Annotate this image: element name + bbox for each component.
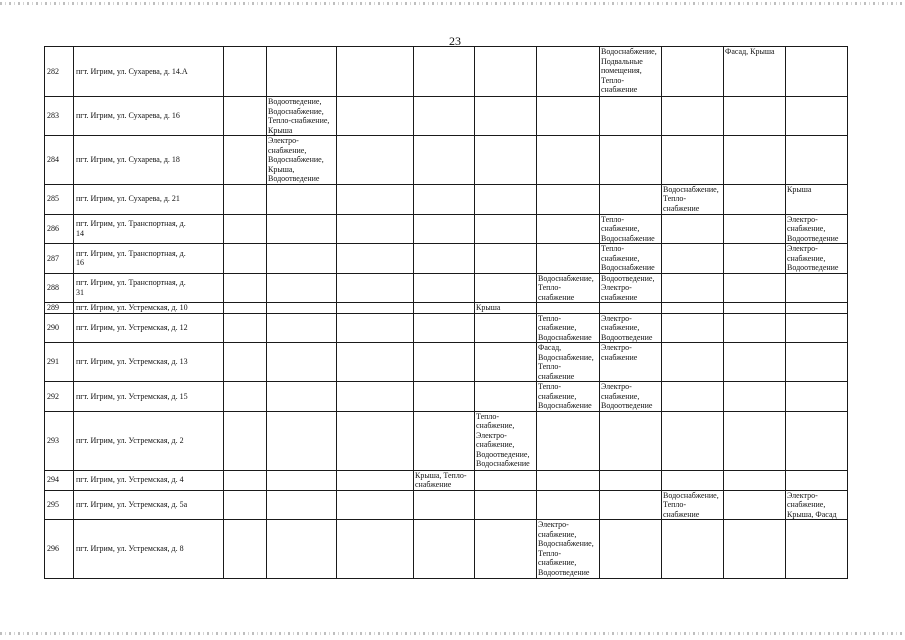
work-cell bbox=[537, 47, 600, 97]
work-cell bbox=[267, 343, 337, 382]
row-number: 291 bbox=[45, 343, 74, 382]
work-cell bbox=[600, 136, 662, 185]
work-cell bbox=[475, 47, 537, 97]
work-cell bbox=[267, 273, 337, 303]
work-cell bbox=[337, 136, 414, 185]
row-number: 288 bbox=[45, 273, 74, 303]
work-cell bbox=[475, 97, 537, 136]
work-cell bbox=[414, 382, 475, 412]
work-cell bbox=[537, 214, 600, 244]
row-number: 282 bbox=[45, 47, 74, 97]
work-cell bbox=[600, 520, 662, 579]
work-cell bbox=[337, 470, 414, 490]
work-cell bbox=[414, 520, 475, 579]
table-row bbox=[45, 382, 848, 412]
row-number: 283 bbox=[45, 97, 74, 136]
work-cell: Электро- снабжение, Водоотведение bbox=[786, 244, 848, 274]
work-cell bbox=[475, 136, 537, 185]
row-address: пгт. Игрим, ул. Сухарева, д. 16 bbox=[74, 97, 224, 136]
work-cell: Водоотведение, Электро- снабжение bbox=[600, 273, 662, 303]
row-number: 296 bbox=[45, 520, 74, 579]
row-number: 289 bbox=[45, 303, 74, 314]
work-cell bbox=[475, 490, 537, 520]
table-row bbox=[45, 214, 848, 244]
work-cell bbox=[600, 490, 662, 520]
work-cell bbox=[224, 470, 267, 490]
work-cell bbox=[337, 214, 414, 244]
work-cell bbox=[724, 214, 786, 244]
row-number: 286 bbox=[45, 214, 74, 244]
work-cell bbox=[724, 382, 786, 412]
work-cell: Тепло- снабжение, Водоснабжение bbox=[537, 313, 600, 343]
work-cell bbox=[786, 273, 848, 303]
work-cell bbox=[662, 47, 724, 97]
row-address: пгт. Игрим, ул. Устремская, д. 4 bbox=[74, 470, 224, 490]
work-cell bbox=[786, 313, 848, 343]
work-cell bbox=[267, 303, 337, 314]
table-row bbox=[45, 273, 848, 303]
table-row bbox=[45, 47, 848, 97]
work-cell bbox=[337, 382, 414, 412]
row-number: 293 bbox=[45, 411, 74, 470]
work-cell bbox=[724, 343, 786, 382]
work-cell bbox=[414, 184, 475, 214]
work-cell bbox=[224, 97, 267, 136]
work-cell bbox=[724, 520, 786, 579]
row-address: пгт. Игрим, ул. Сухарева, д. 14.А bbox=[74, 47, 224, 97]
work-cell bbox=[724, 184, 786, 214]
page-number: 23 bbox=[449, 34, 461, 48]
work-cell bbox=[414, 313, 475, 343]
work-cell bbox=[267, 411, 337, 470]
work-cell bbox=[537, 136, 600, 185]
row-number: 287 bbox=[45, 244, 74, 274]
work-cell bbox=[337, 490, 414, 520]
row-number: 290 bbox=[45, 313, 74, 343]
work-cell bbox=[724, 411, 786, 470]
work-cell bbox=[786, 97, 848, 136]
row-address: пгт. Игрим, ул. Устремская, д. 12 bbox=[74, 313, 224, 343]
work-cell bbox=[267, 313, 337, 343]
work-cell: Электро- снабжение, Водоснабжение, Крыша, Водоотведение bbox=[267, 136, 337, 185]
work-cell: Фасад, Крыша bbox=[724, 47, 786, 97]
row-address: пгт. Игрим, ул. Устремская, д. 2 bbox=[74, 411, 224, 470]
work-cell bbox=[337, 244, 414, 274]
work-cell bbox=[337, 313, 414, 343]
work-cell bbox=[224, 303, 267, 314]
row-number: 292 bbox=[45, 382, 74, 412]
work-cell bbox=[724, 97, 786, 136]
work-cell bbox=[724, 470, 786, 490]
work-cell bbox=[475, 184, 537, 214]
work-cell bbox=[414, 244, 475, 274]
work-cell bbox=[786, 520, 848, 579]
work-cell bbox=[786, 411, 848, 470]
work-cell bbox=[600, 184, 662, 214]
work-cell bbox=[224, 47, 267, 97]
work-cell bbox=[537, 303, 600, 314]
row-address: пгт. Игрим, ул. Устремская, д. 15 bbox=[74, 382, 224, 412]
table-row bbox=[45, 470, 848, 490]
work-cell bbox=[786, 136, 848, 185]
work-cell: Электро- снабжение, Водоотведение bbox=[600, 382, 662, 412]
row-address: пгт. Игрим, ул. Устремская, д. 10 bbox=[74, 303, 224, 314]
scan-noise-bottom bbox=[0, 632, 905, 635]
work-cell bbox=[224, 313, 267, 343]
work-cell bbox=[786, 303, 848, 314]
work-cell bbox=[414, 273, 475, 303]
work-cell bbox=[662, 470, 724, 490]
work-cell: Электро- снабжение bbox=[600, 343, 662, 382]
row-address: пгт. Игрим, ул. Устремская, д. 5а bbox=[74, 490, 224, 520]
work-cell bbox=[662, 303, 724, 314]
work-cell bbox=[475, 382, 537, 412]
work-cell bbox=[600, 97, 662, 136]
work-cell: Водоснабжение, Тепло- снабжение bbox=[537, 273, 600, 303]
row-address: пгт. Игрим, ул. Транспортная, д. 31 bbox=[74, 273, 224, 303]
work-cell bbox=[475, 343, 537, 382]
work-cell bbox=[337, 47, 414, 97]
work-cell bbox=[267, 47, 337, 97]
work-cell bbox=[414, 136, 475, 185]
work-cell: Водоотведение, Водоснабжение, Тепло-снабжение, Крыша bbox=[267, 97, 337, 136]
work-cell bbox=[414, 214, 475, 244]
work-cell bbox=[224, 382, 267, 412]
work-cell bbox=[267, 184, 337, 214]
scan-noise-top bbox=[0, 2, 905, 5]
work-cell bbox=[224, 490, 267, 520]
row-number: 284 bbox=[45, 136, 74, 185]
table-row bbox=[45, 490, 848, 520]
row-address: пгт. Игрим, ул. Транспортная, д. 14 bbox=[74, 214, 224, 244]
work-cell: Крыша, Тепло- снабжение bbox=[414, 470, 475, 490]
work-cell bbox=[224, 343, 267, 382]
work-cell bbox=[537, 490, 600, 520]
row-number: 285 bbox=[45, 184, 74, 214]
work-cell bbox=[337, 97, 414, 136]
work-cell bbox=[537, 244, 600, 274]
work-cell bbox=[786, 470, 848, 490]
work-cell: Водоснабжение, Тепло- снабжение bbox=[662, 490, 724, 520]
row-number: 294 bbox=[45, 470, 74, 490]
work-cell: Водоснабжение, Подвальные помещения, Тепло- снабжение bbox=[600, 47, 662, 97]
work-cell bbox=[724, 273, 786, 303]
work-cell bbox=[337, 343, 414, 382]
work-cell bbox=[662, 343, 724, 382]
work-cell bbox=[267, 382, 337, 412]
work-cell bbox=[537, 184, 600, 214]
work-cell bbox=[224, 411, 267, 470]
work-cell bbox=[475, 273, 537, 303]
work-cell bbox=[475, 313, 537, 343]
work-cell bbox=[537, 411, 600, 470]
work-cell bbox=[414, 490, 475, 520]
row-address: пгт. Игрим, ул. Сухарева, д. 18 bbox=[74, 136, 224, 185]
work-cell bbox=[224, 273, 267, 303]
work-cell bbox=[267, 244, 337, 274]
work-cell bbox=[662, 136, 724, 185]
work-cell: Тепло- снабжение, Водоснабжение bbox=[600, 214, 662, 244]
work-cell bbox=[662, 97, 724, 136]
work-cell bbox=[414, 47, 475, 97]
row-address: пгт. Игрим, ул. Транспортная, д. 16 bbox=[74, 244, 224, 274]
work-cell bbox=[724, 490, 786, 520]
row-address: пгт. Игрим, ул. Устремская, д. 8 bbox=[74, 520, 224, 579]
table-row bbox=[45, 520, 848, 579]
table-row bbox=[45, 313, 848, 343]
work-cell bbox=[724, 244, 786, 274]
work-cell bbox=[600, 303, 662, 314]
work-cell bbox=[724, 136, 786, 185]
work-cell bbox=[475, 244, 537, 274]
work-cell bbox=[537, 470, 600, 490]
work-cell bbox=[537, 97, 600, 136]
work-cell: Водоснабжение, Тепло- снабжение bbox=[662, 184, 724, 214]
work-cell bbox=[786, 47, 848, 97]
work-cell bbox=[337, 520, 414, 579]
work-cell bbox=[662, 244, 724, 274]
work-cell bbox=[224, 136, 267, 185]
table-row bbox=[45, 184, 848, 214]
work-cell bbox=[662, 273, 724, 303]
work-cell: Электро- снабжение, Водоснабжение, Тепло- снабжение, Водоотведение bbox=[537, 520, 600, 579]
work-cell bbox=[475, 520, 537, 579]
work-cell: Электро- снабжение, Водоотведение bbox=[786, 214, 848, 244]
work-cell bbox=[267, 520, 337, 579]
work-cell bbox=[475, 470, 537, 490]
work-cell bbox=[224, 520, 267, 579]
work-cell bbox=[786, 343, 848, 382]
work-cell bbox=[662, 382, 724, 412]
work-cell: Крыша bbox=[475, 303, 537, 314]
table-row bbox=[45, 303, 848, 314]
work-cell: Тепло- снабжение, Водоснабжение bbox=[537, 382, 600, 412]
work-cell bbox=[337, 303, 414, 314]
work-cell bbox=[337, 273, 414, 303]
work-cell bbox=[662, 520, 724, 579]
work-cell bbox=[600, 470, 662, 490]
work-cell bbox=[414, 97, 475, 136]
work-cell bbox=[267, 214, 337, 244]
row-address: пгт. Игрим, ул. Устремская, д. 13 bbox=[74, 343, 224, 382]
work-cell bbox=[475, 214, 537, 244]
work-cell bbox=[662, 411, 724, 470]
work-cell bbox=[600, 411, 662, 470]
work-cell: Фасад, Водоснабжение, Тепло- снабжение bbox=[537, 343, 600, 382]
work-cell bbox=[337, 184, 414, 214]
work-cell bbox=[224, 214, 267, 244]
row-number: 295 bbox=[45, 490, 74, 520]
work-cell: Электро- снабжение, Водоотведение bbox=[600, 313, 662, 343]
work-cell: Электро- снабжение, Крыша, Фасад bbox=[786, 490, 848, 520]
repair-schedule-table bbox=[44, 46, 848, 579]
work-cell: Крыша bbox=[786, 184, 848, 214]
table-row bbox=[45, 97, 848, 136]
work-cell bbox=[224, 244, 267, 274]
work-cell bbox=[224, 184, 267, 214]
work-cell bbox=[267, 470, 337, 490]
work-cell bbox=[786, 382, 848, 412]
work-cell bbox=[414, 343, 475, 382]
work-cell bbox=[414, 411, 475, 470]
table-row bbox=[45, 244, 848, 274]
table-row bbox=[45, 411, 848, 470]
work-cell bbox=[662, 214, 724, 244]
work-cell bbox=[724, 303, 786, 314]
work-cell bbox=[414, 303, 475, 314]
work-cell: Тепло- снабжение, Водоснабжение bbox=[600, 244, 662, 274]
work-cell: Тепло- снабжение, Электро- снабжение, Водоотведение, Водоснабжение bbox=[475, 411, 537, 470]
work-cell bbox=[724, 313, 786, 343]
work-cell bbox=[337, 411, 414, 470]
work-cell bbox=[662, 313, 724, 343]
table-row bbox=[45, 136, 848, 185]
row-address: пгт. Игрим, ул. Сухарева, д. 21 bbox=[74, 184, 224, 214]
table-row bbox=[45, 343, 848, 382]
work-cell bbox=[267, 490, 337, 520]
